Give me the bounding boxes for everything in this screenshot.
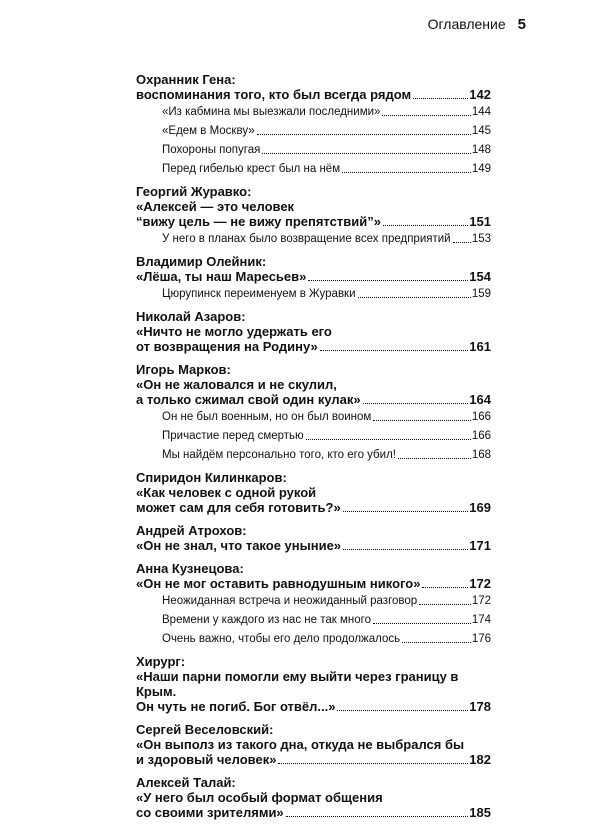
subsection-title: Очень важно, чтобы его дело продолжалось <box>162 633 401 645</box>
subsection-title: Неожиданная встреча и неожиданный разговор <box>162 595 418 607</box>
section-author: Сергей Веселовский: <box>136 722 274 737</box>
dot-leader <box>422 587 468 588</box>
dot-leader <box>343 511 469 512</box>
subsection-entry <box>162 633 491 646</box>
toc-entry <box>136 339 491 354</box>
dot-leader <box>286 816 469 817</box>
section-title-line: «У него был особый формат общения <box>136 790 383 805</box>
subsection-list <box>136 595 491 646</box>
section-author: Спиридон Килинкаров: <box>136 470 287 485</box>
section-title-last: “вижу цель — не вижу препятствий”» <box>136 214 381 229</box>
section-title-last: Он чуть не погиб. Бог отвёл...» <box>136 699 336 714</box>
toc-section <box>136 362 491 462</box>
subsection-title: Похороны попугая <box>162 144 261 156</box>
section-author: Владимир Олейник: <box>136 254 267 269</box>
toc-entry <box>136 392 491 407</box>
dot-leader <box>262 153 470 154</box>
section-title-line: «Алексей — это человек <box>136 199 295 214</box>
dot-leader <box>337 710 468 711</box>
section-author: Хирург: <box>136 654 186 669</box>
subsection-page: 153 <box>471 233 491 245</box>
subsection-list <box>136 288 491 301</box>
subsection-page: 166 <box>471 430 491 442</box>
toc-section <box>136 470 491 515</box>
page-number: 161 <box>469 339 491 354</box>
toc-section <box>136 184 491 246</box>
subsection-page: 166 <box>471 411 491 423</box>
page-number: 169 <box>469 500 491 515</box>
section-title-line: «Наши парни помогли ему выйти через границу в Крым. <box>136 669 459 699</box>
page-number: 154 <box>469 269 491 284</box>
subsection-page: 144 <box>471 106 491 118</box>
subsection-page: 176 <box>471 633 491 645</box>
section-author: Николай Азаров: <box>136 309 246 324</box>
subsection-entry <box>162 125 491 138</box>
section-title-last: «Он не мог оставить равнодушным никого» <box>136 576 421 591</box>
page-header <box>428 16 526 33</box>
toc-section <box>136 561 491 646</box>
dot-leader <box>278 763 468 764</box>
section-title-last: и здоровый человек» <box>136 752 277 767</box>
dot-leader <box>308 280 468 281</box>
page-number: 142 <box>469 87 491 102</box>
toc-entry <box>136 87 491 102</box>
page-number: 171 <box>469 538 491 553</box>
section-title-line: «Ничто не могло удержать его <box>136 324 332 339</box>
subsection-title: Перед гибелью крест был на нём <box>162 163 341 175</box>
section-title-last: воспоминания того, кто был всегда рядом <box>136 87 412 102</box>
section-title-last: может сам для себя готовить?» <box>136 500 341 515</box>
subsection-list <box>136 233 491 246</box>
toc-section <box>136 654 491 714</box>
subsection-entry <box>162 144 491 157</box>
subsection-entry <box>162 411 491 424</box>
header-page-number: 5 <box>517 16 526 33</box>
section-author: Георгий Журавко: <box>136 184 252 199</box>
toc-section <box>136 309 491 354</box>
dot-leader <box>257 134 471 135</box>
subsection-entry <box>162 288 491 301</box>
subsection-title: У него в планах было возвращение всех предприятий <box>162 233 451 245</box>
section-author: Анна Кузнецова: <box>136 561 244 576</box>
section-title-last: «Лёша, ты наш Маресьев» <box>136 269 307 284</box>
dot-leader <box>343 549 468 550</box>
toc-entry <box>136 269 491 284</box>
header-title: Оглавление <box>427 16 506 32</box>
page-number: 172 <box>469 576 491 591</box>
page-number: 178 <box>469 699 491 714</box>
subsection-page: 172 <box>471 595 491 607</box>
subsection-page: 149 <box>471 163 491 175</box>
section-title-last: от возвращения на Родину» <box>136 339 318 354</box>
subsection-entry <box>162 449 491 462</box>
toc-entry <box>136 538 491 553</box>
dot-leader <box>382 115 470 116</box>
section-title-last: «Он не знал, что такое уныние» <box>136 538 342 553</box>
subsection-page: 145 <box>471 125 491 137</box>
dot-leader <box>306 439 471 440</box>
toc-section <box>136 254 491 301</box>
subsection-list <box>136 411 491 462</box>
toc-entry <box>136 805 491 820</box>
dot-leader <box>383 225 468 226</box>
subsection-entry <box>162 430 491 443</box>
section-author: Алексей Талай: <box>136 775 236 790</box>
toc-entry <box>136 699 491 714</box>
dot-leader <box>398 458 471 459</box>
toc-entry <box>136 752 491 767</box>
dot-leader <box>358 297 471 298</box>
toc-entry <box>136 576 491 591</box>
subsection-entry <box>162 595 491 608</box>
section-title-line: «Он не жаловался и не скулил, <box>136 377 337 392</box>
subsection-entry <box>162 163 491 176</box>
subsection-list <box>136 106 491 176</box>
subsection-title: Мы найдём персонально того, кто его убил! <box>162 449 396 461</box>
section-title-line: «Как человек с одной рукой <box>136 485 317 500</box>
subsection-title: Времени у каждого из нас не так много <box>162 614 371 626</box>
subsection-title: «Из кабмина мы выезжали последними» <box>162 106 381 118</box>
subsection-page: 159 <box>471 288 491 300</box>
page-number: 164 <box>469 392 491 407</box>
subsection-entry <box>162 106 491 119</box>
subsection-title: Цюрупинск переименуем в Журавки <box>162 288 356 300</box>
page-number: 185 <box>469 805 491 820</box>
section-title-last: со своими зрителями» <box>136 805 284 820</box>
section-title-line: «Он выполз из такого дна, откуда не выбрался бы <box>136 737 465 752</box>
page-number: 182 <box>469 752 491 767</box>
section-title-last: а только сжимал свой один кулак» <box>136 392 361 407</box>
section-author: Андрей Атрохов: <box>136 523 247 538</box>
subsection-page: 174 <box>471 614 491 626</box>
toc-section <box>136 72 491 176</box>
subsection-entry <box>162 614 491 627</box>
page-number: 151 <box>469 214 491 229</box>
dot-leader <box>363 403 469 404</box>
toc-section <box>136 775 491 820</box>
toc-entry <box>136 500 491 515</box>
section-author: Охранник Гена: <box>136 72 236 87</box>
dot-leader <box>453 242 471 243</box>
subsection-page: 148 <box>471 144 491 156</box>
dot-leader <box>419 604 471 605</box>
toc-section <box>136 523 491 553</box>
dot-leader <box>373 420 470 421</box>
subsection-entry <box>162 233 491 246</box>
section-author: Игорь Марков: <box>136 362 231 377</box>
dot-leader <box>373 623 471 624</box>
dot-leader <box>320 350 469 351</box>
dot-leader <box>402 642 471 643</box>
subsection-title: Он не был военным, но он был воином <box>162 411 372 423</box>
subsection-title: Причастие перед смертью <box>162 430 304 442</box>
dot-leader <box>342 172 471 173</box>
subsection-title: «Едем в Москву» <box>162 125 255 137</box>
toc-entry <box>136 214 491 229</box>
dot-leader <box>413 98 468 99</box>
table-of-contents <box>136 72 491 828</box>
toc-section <box>136 722 491 767</box>
subsection-page: 168 <box>471 449 491 461</box>
